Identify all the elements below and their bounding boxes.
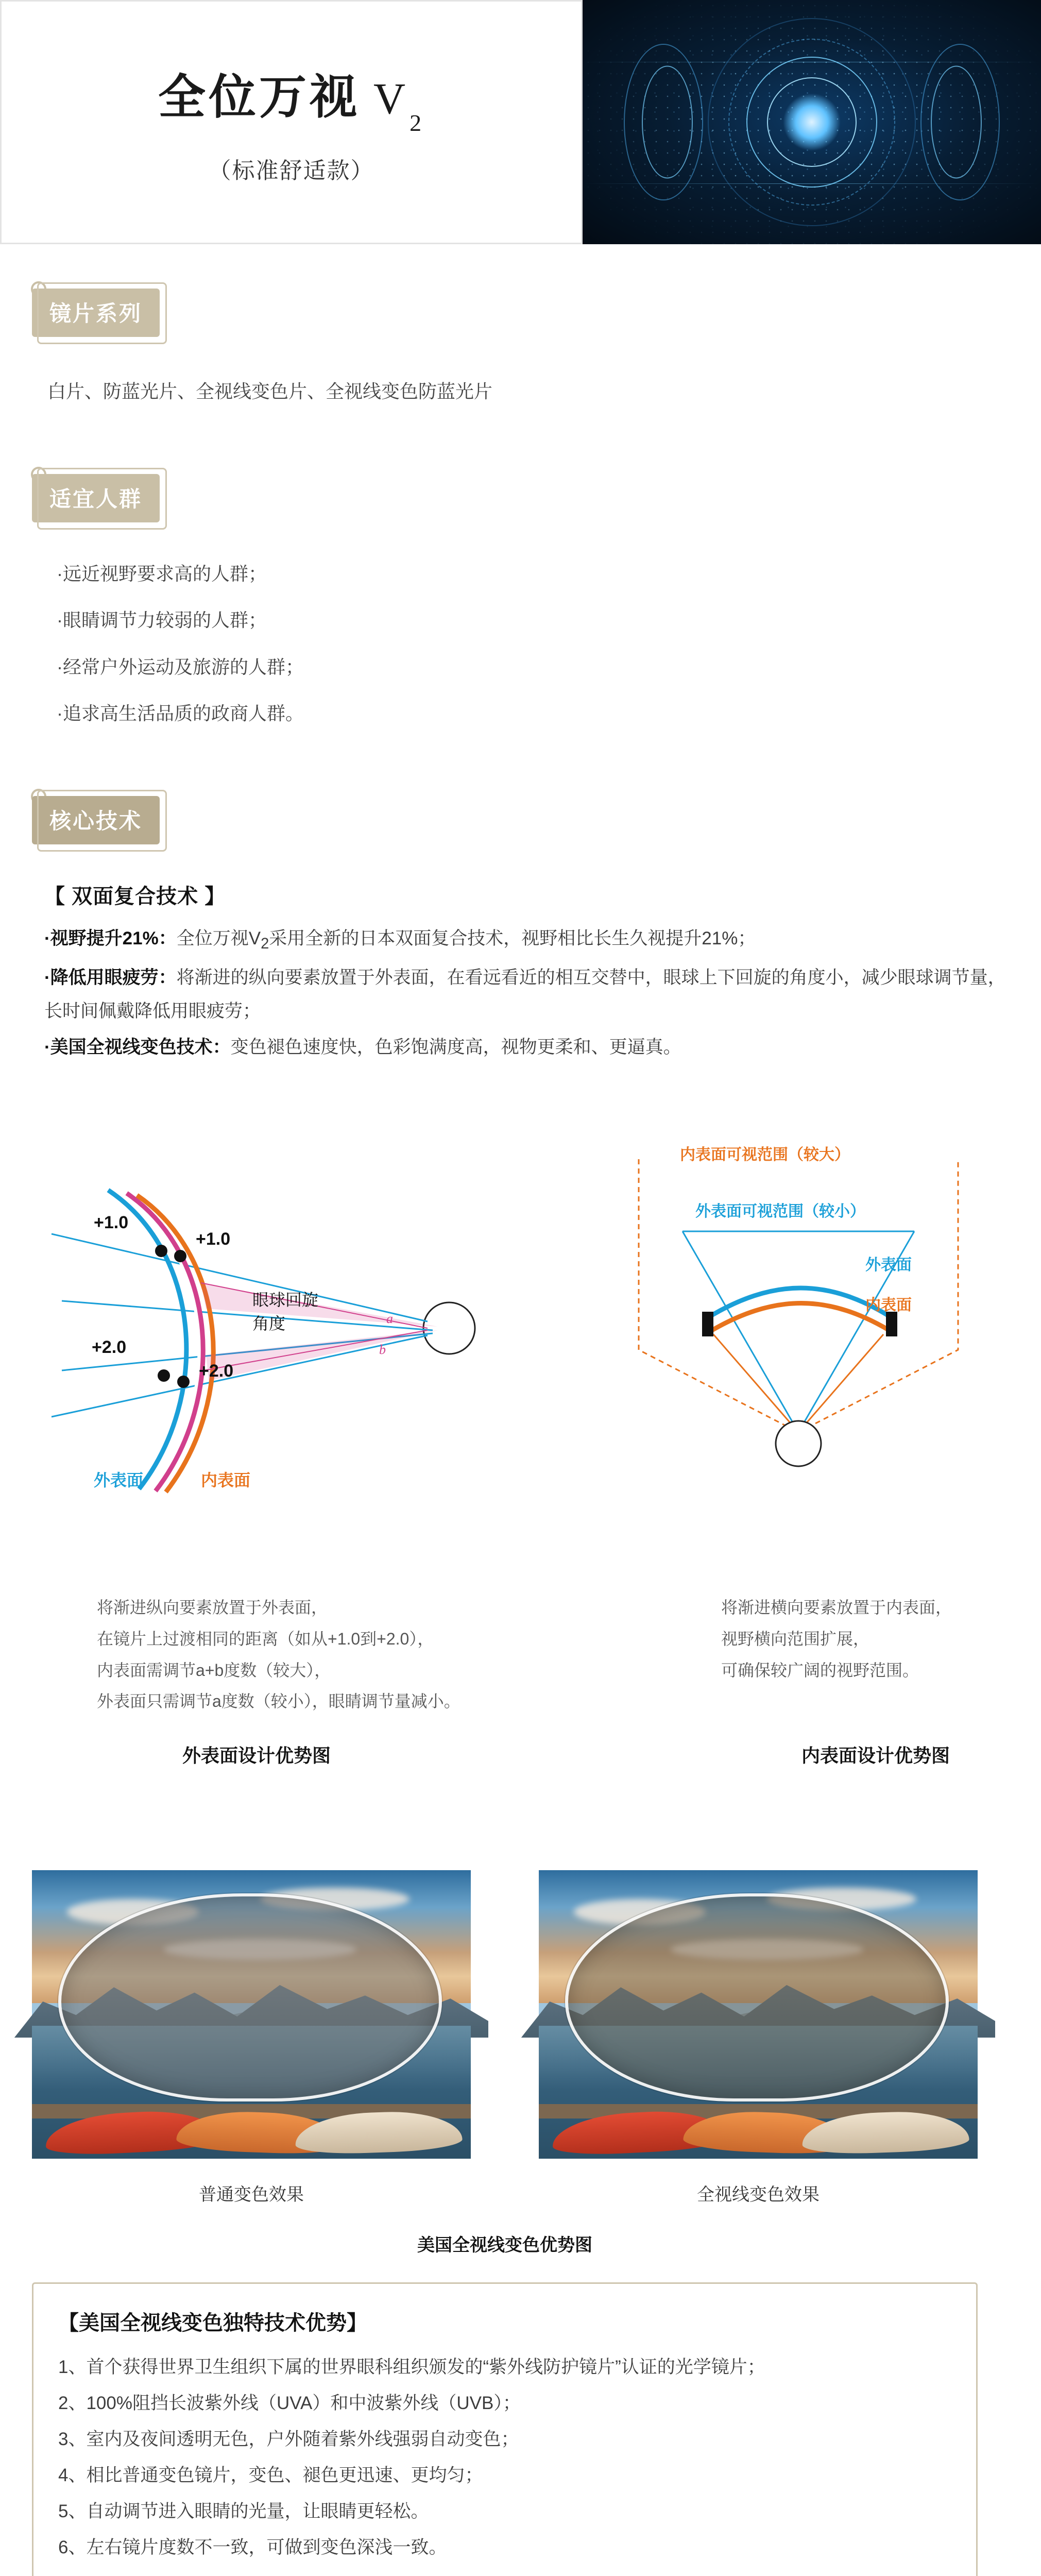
bullet-label: ·降低用眼疲劳：	[44, 967, 177, 988]
photo-right-caption: 全视线变色效果	[697, 2185, 820, 2205]
list-item: ·追求高生活品质的政商人群。	[57, 703, 304, 724]
lens-overlay	[565, 1893, 949, 2102]
bullet-item-3	[44, 1031, 1013, 1064]
diagram-outer-caption: 外表面设计优势图	[182, 1745, 331, 1766]
core-tech-heading: 【 双面复合技术 】	[44, 885, 226, 908]
diagram-outer-notes	[97, 1592, 524, 1717]
bullet-subscript: 2	[261, 936, 269, 952]
section-audience	[32, 474, 160, 522]
label-outer-surface: 外表面	[94, 1471, 144, 1489]
label-eye-rotation-line2: 角度	[252, 1314, 286, 1333]
diagram-inner-caption: 内表面设计优势图	[801, 1745, 950, 1766]
page-subtitle: （标准舒适款）	[208, 158, 374, 184]
bullet-item-2	[44, 961, 1013, 1028]
svg-text:b: b	[379, 1342, 386, 1357]
hero-ellipse-right-inner	[931, 66, 982, 179]
photo-normal-photochromic	[32, 1870, 471, 2159]
title-model: $V_2$	[373, 73, 425, 137]
bullet-text-before: 全位万视V	[176, 928, 261, 948]
diagram-outer-surface	[31, 1128, 525, 1535]
list-item: 5、自动调节进入眼睛的光量，让眼睛更轻松。	[58, 2501, 429, 2521]
label-inner-surface: 内表面	[201, 1471, 251, 1489]
section-tag-audience: 适宜人群	[32, 474, 160, 522]
audience-list	[57, 556, 984, 732]
lens-overlay	[58, 1893, 442, 2102]
label-eye-rotation	[252, 1288, 318, 1336]
diagram-inner-surface	[577, 1128, 1020, 1535]
diagram-inner-notes	[721, 1592, 1030, 1686]
label-eye-rotation-line1: 眼球回旋	[252, 1291, 319, 1309]
note-line: 将渐进纵向要素放置于外表面，	[97, 1598, 328, 1617]
list-item: 2、100%阻挡长波紫外线（UVA）和中波紫外线（UVB）；	[58, 2393, 521, 2413]
section-tag-core-tech: 核心技术	[32, 796, 160, 844]
label-plus20-a: +2.0	[92, 1337, 127, 1357]
title-main: 全位万视	[158, 71, 360, 124]
bullet-text: 变色褪色速度快，色彩饱满度高，视物更柔和、更逼真。	[230, 1037, 681, 1058]
bullet-item-1	[44, 922, 1013, 958]
diagram-inner-surface-svg	[577, 1128, 1020, 1535]
note-line: 在镜片上过渡相同的距离（如从+1.0到+2.0），	[97, 1629, 434, 1648]
note-line: 将渐进横向要素放置于内表面，	[721, 1598, 952, 1617]
label-outer-surface: 外表面	[865, 1257, 912, 1274]
section-core-tech	[32, 796, 160, 844]
header	[0, 0, 1041, 247]
photo-group-caption: 美国全视线变色优势图	[417, 2235, 592, 2255]
list-item: 4、相比普通变色镜片，变色、褪色更迅速、更均匀；	[58, 2465, 483, 2485]
bullet-text-after: 采用全新的日本双面复合技术，视野相比长生久视提升21%；	[269, 928, 756, 948]
label-plus20-b: +2.0	[199, 1361, 234, 1381]
core-tech-tag-wrap	[32, 796, 160, 844]
label-plus10-b: +1.0	[196, 1229, 231, 1249]
list-item: ·眼睛调节力较弱的人群；	[57, 609, 267, 631]
list-item: ·远近视野要求高的人群；	[57, 563, 267, 584]
list-item: 1、首个获得世界卫生组织下属的世界眼科组织颁发的“紫外线防护镜片”认证的光学镜片；	[58, 2357, 765, 2377]
hero-image	[583, 0, 1041, 244]
note-line: 外表面只需调节a度数（较小），眼睛调节量减小。	[97, 1692, 460, 1711]
svg-text:a: a	[386, 1311, 393, 1326]
lens-series-body: 白片、防蓝光片、全视线变色片、全视线变色防蓝光片	[47, 381, 493, 402]
label-inner-surface: 内表面	[865, 1297, 912, 1314]
core-tech-bullets	[44, 922, 1013, 1064]
list-item: 6、左右镜片度数不一致，可做到变色深浅一致。	[58, 2537, 447, 2557]
note-line: 可确保较广阔的视野范围。	[721, 1660, 919, 1680]
photo-left-caption: 普通变色效果	[199, 2185, 304, 2205]
bullet-label: ·视野提升21%：	[44, 928, 177, 948]
advantages-box	[32, 2282, 978, 2576]
advantages-title: 【美国全视线变色独特技术优势】	[58, 2312, 367, 2334]
hero-ellipse-left-inner	[642, 66, 693, 179]
title-model-subscript: 2	[409, 110, 425, 137]
list-item: 3、室内及夜间透明无色，户外随着紫外线强弱自动变色；	[58, 2429, 519, 2449]
section-tag-lens-series: 镜片系列	[32, 289, 160, 337]
bullet-label: ·美国全视线变色技术：	[44, 1037, 231, 1058]
bullet-text: 将渐进的纵向要素放置于外表面，在看远看近的相互交替中，眼球上下回旋的角度小，减少眼球调节量，长时间佩戴降低用眼疲劳；	[44, 967, 1006, 1021]
page-title	[158, 59, 425, 137]
lens-series-tag-wrap	[32, 289, 160, 337]
note-line: 视野横向范围扩展，	[721, 1629, 870, 1648]
hero-core-glow	[783, 94, 840, 150]
label-inner-visible-range: 内表面可视范围（较大）	[680, 1146, 850, 1163]
audience-tag-wrap	[32, 474, 160, 522]
note-line: 内表面需调节a+b度数（较大），	[97, 1660, 331, 1680]
photo-transitions-photochromic	[539, 1870, 978, 2159]
section-lens-series	[32, 289, 160, 337]
list-item: ·经常户外运动及旅游的人群；	[57, 656, 304, 677]
label-plus10-a: +1.0	[94, 1213, 129, 1232]
label-outer-visible-range: 外表面可视范围（较小）	[695, 1203, 865, 1220]
header-title-block	[0, 0, 583, 244]
